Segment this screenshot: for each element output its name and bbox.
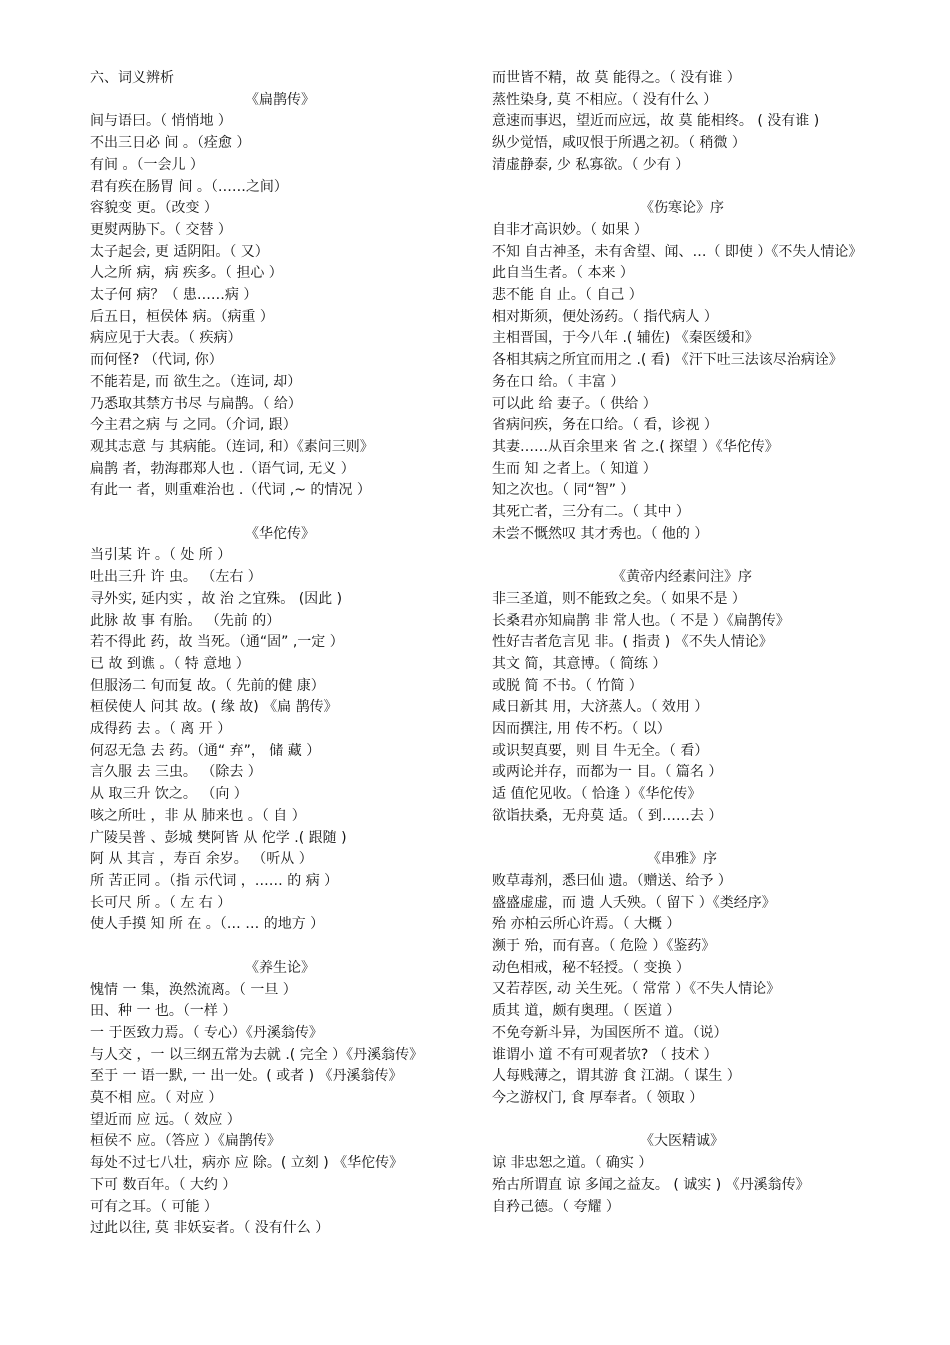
definition-line: 省病问疾，务在口给。（ 看，诊视 ）	[492, 417, 718, 434]
word-section	[90, 90, 470, 502]
section-title: 《华佗传》	[245, 525, 315, 542]
definition-line: 但服汤二 旬而复 故。（ 先前的健 康）	[90, 677, 325, 694]
definition-line: 至于 一 语一默, 一 出一处。( 或者 ) 《丹溪翁传》	[90, 1068, 403, 1085]
word-section	[492, 1110, 872, 1219]
definition-line: 动色相戒，秘不轻授。（ 变换 ）	[492, 959, 690, 976]
definition-line: 或识契真要，则 目 牛无全。（ 看）	[492, 742, 709, 759]
definition-line: 今主君之病 与 之同。（介词, 跟）	[90, 417, 297, 434]
definition-line: 殆古所谓直 谅 多闻之益友。 ( 诚实 ) 《丹溪翁传》	[492, 1176, 810, 1193]
definition-line: 与人交 ，一 以三纲五常为去就 .( 完全 ）《丹溪翁传》	[90, 1046, 424, 1063]
definition-line: 何忍无急 去 药。（通“ 弃”， 储 藏 ）	[90, 742, 321, 759]
section-gap	[492, 545, 872, 567]
right-sections	[492, 68, 872, 1218]
definition-line: 后五日，桓侯体 病。（病重 ）	[90, 308, 274, 325]
definition-line: 性好吉者危言见 非。( 指责 ) 《不失人情论》	[492, 634, 773, 651]
definition-line: 人之所 病，病 疾多。（ 担心 ）	[90, 265, 283, 282]
word-section	[492, 68, 872, 177]
definition-line: 或两论并存，而都为一 目。（ 篇名 ）	[492, 764, 723, 781]
section-gap	[492, 1110, 872, 1132]
definition-line: 人每贱薄之，谓其游 食 江湖。（ 谋生 ）	[492, 1068, 741, 1085]
definition-line: 败草毒剂，悉曰仙 遗。（赠送、给予 ）	[492, 872, 732, 889]
section-title: 《养生论》	[245, 959, 315, 976]
definition-line: 主相晋国，于今八年 .( 辅佐) 《秦医缓和》	[492, 330, 759, 347]
section-title: 《伤寒论》序	[640, 200, 724, 217]
definition-line: 病应见于大表。（ 疾病）	[90, 330, 242, 347]
definition-line: 而世皆不精，故 莫 能得之。（ 没有谁 ）	[492, 70, 741, 86]
definition-line: 容貌变 更。（改变 ）	[90, 200, 218, 217]
section-gap	[90, 502, 470, 524]
definition-line: 吐出三升 许 虫。 （左右 ）	[90, 569, 262, 586]
word-section	[492, 828, 872, 1110]
definition-line: 各相其病之所宜而用之 .( 看) 《汗下吐三法该尽治病诠》	[492, 352, 843, 369]
definition-line: 太子何 病？（ 患……病 ）	[90, 287, 258, 304]
definition-line: 蒸性染身, 莫 不相应。（ 没有什么 ）	[492, 91, 718, 108]
definition-line: 盛盛虚虚，而 遗 人夭殃。（ 留下 ）《类经序》	[492, 894, 776, 911]
section-heading: 六、词义辨析	[90, 70, 174, 86]
definition-line: 有间 。（一会儿 ）	[90, 156, 204, 173]
section-gap	[492, 177, 872, 199]
section-title: 《扁鹊传》	[245, 91, 315, 108]
definition-line: 当引某 许 。（ 处 所 ）	[90, 547, 232, 564]
definition-line: 可有之耳。（ 可能 ）	[90, 1198, 218, 1215]
definition-line: 濒于 殆，而有喜。（ 危险 ）《鉴药》	[492, 938, 716, 955]
definition-line: 一 于医致力焉。（ 专心）《丹溪翁传》	[90, 1024, 323, 1041]
definition-line: 其妻……从百余里来 省 之.( 探望 ）《华佗传》	[492, 438, 779, 455]
definition-line: 相对斯须，便处汤药。（ 指代病人 ）	[492, 308, 718, 325]
section-title: 《黄帝内经素问注》序	[612, 569, 752, 586]
definition-line: 有此一 者，则重难治也 .（代词 ,~ 的情况 ）	[90, 482, 371, 499]
definition-line: 清虚静泰, 少 私寡欲。（ 少有 ）	[492, 156, 690, 173]
definition-line: 已 故 到谯 。（ 特 意地 ）	[90, 655, 250, 672]
definition-line: 此自当生者。（ 本来 ）	[492, 265, 634, 282]
definition-line: 务在口 给。（ 丰富 ）	[492, 373, 625, 390]
definition-line: 言久服 去 三虫。 （除去 ）	[90, 764, 262, 781]
definition-line: 太子起会, 更 适阴阳。（ 又）	[90, 243, 269, 260]
section-gap	[492, 828, 872, 850]
definition-line: 知之次也。（ 同“智” ）	[492, 482, 635, 499]
definition-line: 又若荐医, 动 关生死。（ 常常 ）《不失人情论》	[492, 981, 781, 998]
definition-line: 桓侯不 应。（答应 ）《扁鹊传》	[90, 1133, 281, 1150]
definition-line: 长可尺 所 。（ 左 右 ）	[90, 894, 232, 911]
definition-line: 咸日新其 用，大济蒸人。（ 效用 ）	[492, 699, 709, 716]
section-title: 《串雅》序	[647, 851, 717, 868]
right-column	[492, 68, 872, 1218]
definition-line: 不知 自古神圣，未有舍望、闻、…（ 即使 ）《不失人情论》	[492, 243, 863, 260]
definition-line: 而何怪? （代词, 你）	[90, 352, 223, 369]
definition-line: 望近而 应 远。（ 效应 ）	[90, 1111, 241, 1128]
definition-line: 悲不能 自 止。（ 自己 ）	[492, 287, 643, 304]
definition-line: 其死亡者，三分有二。（ 其中 ）	[492, 504, 690, 521]
section-title: 《大医精诚》	[640, 1133, 724, 1150]
definition-line: 所 苦正同 。（指 示代词 ，…… 的 病 ）	[90, 873, 339, 889]
definition-line: 愧情 一 集，涣然流离。（ 一旦 ）	[90, 981, 297, 998]
definition-line: 谅 非忠恕之道。（ 确实 ）	[492, 1155, 653, 1172]
definition-line: 欲诣扶桑，无舟莫 适。（ 到……去 ）	[492, 807, 723, 824]
definition-line: 纵少觉悟，咸叹恨于所遇之初。（ 稍微 ）	[492, 135, 746, 152]
definition-line: 若不得此 药，故 当死。（通“固” ,一定 ）	[90, 634, 344, 651]
definition-line: 莫不相 应。（ 对应 ）	[90, 1090, 223, 1107]
definition-line: 因而撰注, 用 传不朽。（ 以）	[492, 721, 671, 738]
left-sections	[90, 90, 470, 1240]
definition-line: 成得药 去 。（ 离 开 ）	[90, 721, 232, 738]
word-section	[492, 177, 872, 546]
definition-line: 下可 数百年。（ 大约 ）	[90, 1176, 237, 1193]
left-column	[90, 68, 470, 1240]
definition-line: 生而 知 之者上。（ 知道 ）	[492, 460, 657, 477]
definition-line: 过此以往, 莫 非妖妄者。（ 没有什么 ）	[90, 1220, 330, 1237]
definition-line: 间与语曰。（ 悄悄地 ）	[90, 113, 232, 130]
word-section	[90, 936, 470, 1240]
definition-line: 乃悉取其禁方书尽 与扁鹊。（ 给）	[90, 395, 302, 412]
definition-line: 广陵吴普 、彭城 樊阿皆 从 佗学 .( 跟随 )	[90, 829, 347, 846]
definition-line: 从 取三升 饮之。 （向 ）	[90, 786, 248, 803]
definition-line: 自矜己德。（ 夸耀 ）	[492, 1198, 620, 1215]
definition-line: 不免夸新斗异，为国医所不 道。（说）	[492, 1024, 728, 1041]
definition-line: 咳之所吐 ，非 从 肺来也 。（ 自 ）	[90, 807, 306, 824]
definition-line: 田、种 一 也。（一样 ）	[90, 1003, 237, 1020]
definition-line: 适 值佗见收。（ 恰逢 ）《华佗传》	[492, 786, 702, 803]
definition-line: 阿 从 其言 ，寿百 余岁。 （听从 ）	[90, 851, 313, 868]
definition-line: 更熨两胁下。（ 交替 ）	[90, 221, 232, 238]
definition-line: 长桑君亦知扁鹊 非 常人也。（ 不是 ）《扁鹊传》	[492, 612, 790, 629]
definition-line: 谁谓小 道 不有可观者欤? （ 技术 ）	[492, 1046, 718, 1063]
definition-line: 寻外实, 延内实 ，故 治 之宜殊。 (因此 )	[90, 590, 343, 607]
definition-line: 其文 简，其意博。（ 简练 ）	[492, 655, 667, 672]
definition-line: 扁鹊 者，勃海郡郑人也 .（语气词, 无义 ）	[90, 460, 355, 477]
definition-line: 未尝不慨然叹 其才秀也。（ 他的 ）	[492, 525, 709, 542]
definition-line: 或脱 简 不书。（ 竹简 ）	[492, 677, 643, 694]
definition-line: 观其志意 与 其病能。（连词, 和）《素问三则》	[90, 438, 374, 455]
definition-line: 自非才高识妙。（ 如果 ）	[492, 221, 648, 238]
definition-line: 不能若是, 而 欲生之。（连词, 却）	[90, 373, 302, 390]
definition-line: 可以此 给 妻子。（ 供给 ）	[492, 395, 657, 412]
definition-line: 质其 道，颇有奥理。（ 医道 ）	[492, 1003, 681, 1020]
definition-line: 君有疾在肠胃 间 。（……之间）	[90, 178, 288, 195]
word-section	[90, 502, 470, 936]
definition-line: 今之游权门, 食 厚奉者。（ 领取 ）	[492, 1090, 704, 1106]
definition-line: 殆 亦柏云所心许焉。（ 大概 ）	[492, 916, 681, 933]
definition-line: 此脉 故 事 有胎。 （先前 的）	[90, 612, 281, 629]
section-gap	[90, 936, 470, 958]
word-section	[492, 545, 872, 827]
definition-line: 每处不过七八壮，病亦 应 除。( 立刻 ) 《华佗传》	[90, 1155, 404, 1172]
definition-line: 桓侯使人 问其 故。( 缘 故) 《扁 鹊传》	[90, 699, 338, 716]
definition-line: 使人手摸 知 所 在 。（… … 的地方 ）	[90, 916, 325, 933]
definition-line: 不出三日必 间 。（痊愈 ）	[90, 135, 251, 152]
definition-line: 意速而事迟，望近而应远，故 莫 能相终。 ( 没有谁 )	[492, 113, 820, 130]
definition-line: 非三圣道，则不能致之矣。（ 如果不是 ）	[492, 590, 746, 607]
